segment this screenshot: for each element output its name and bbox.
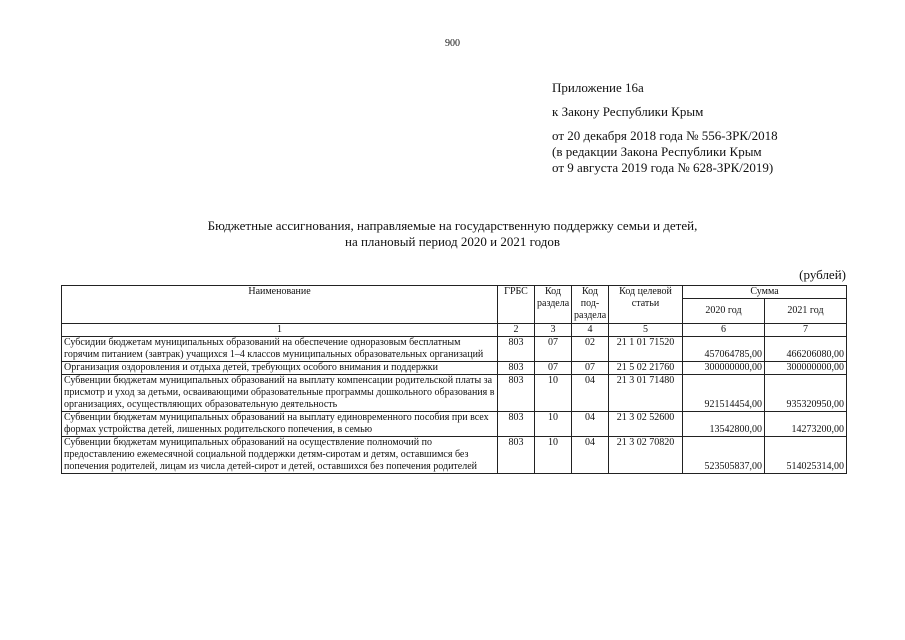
row-sum-2021: 514025314,00 <box>765 437 847 474</box>
row-sum-2021: 935320950,00 <box>765 375 847 412</box>
column-numbers-row <box>62 324 847 337</box>
row-name: Субвенции бюджетам муниципальных образований на выплату компенсации родительской платы за присмотр и уход за детьми, осваивающими образовательные программы дошкольного образования в организациях, осуществляющих образовательную деятельность <box>62 375 498 412</box>
row-target: 21 3 01 71480 <box>609 375 683 412</box>
row-subsection: 04 <box>572 412 609 437</box>
col-number: 5 <box>609 324 683 337</box>
header-subsection: Код под-раздела <box>572 286 609 324</box>
row-subsection: 02 <box>572 337 609 362</box>
row-grbs: 803 <box>498 362 535 375</box>
row-target: 21 3 02 70820 <box>609 437 683 474</box>
appendix-edition-1: (в редакции Закона Республики Крым <box>552 144 762 159</box>
table-row <box>62 337 847 362</box>
table-row <box>62 412 847 437</box>
row-grbs: 803 <box>498 412 535 437</box>
row-name: Организация оздоровления и отдыха детей, требующих особого внимания и поддержки <box>62 362 498 375</box>
table-row <box>62 362 847 375</box>
row-section: 10 <box>535 375 572 412</box>
row-grbs: 803 <box>498 437 535 474</box>
row-name: Субвенции бюджетам муниципальных образований на выплату единовременного пособия при всех формах устройства детей, лишенных родительского попечения, в семью <box>62 412 498 437</box>
row-section: 10 <box>535 437 572 474</box>
col-number: 1 <box>62 324 498 337</box>
appendix-edition-2: от 9 августа 2019 года № 628-ЗРК/2019) <box>552 160 774 175</box>
col-number: 3 <box>535 324 572 337</box>
row-grbs: 803 <box>498 337 535 362</box>
header-2020: 2020 год <box>683 299 765 324</box>
header-2021: 2021 год <box>765 299 847 324</box>
row-sum-2021: 14273200,00 <box>765 412 847 437</box>
appendix-law: к Закону Республики Крым <box>552 104 704 119</box>
row-subsection: 07 <box>572 362 609 375</box>
table-row <box>62 375 847 412</box>
document-title-line-1: Бюджетные ассигнования, направляемые на государственную поддержку семьи и детей, <box>207 218 698 233</box>
row-section: 07 <box>535 337 572 362</box>
header-target: Код целевой статьи <box>609 286 683 324</box>
document-title <box>0 218 905 250</box>
units-label: (рублей) <box>799 267 846 282</box>
header-name: Наименование <box>62 286 498 324</box>
col-number: 6 <box>683 324 765 337</box>
row-sum-2020: 300000000,00 <box>683 362 765 375</box>
appendix-date: от 20 декабря 2018 года № 556-ЗРК/2018 <box>552 128 778 143</box>
page-number: 900 <box>445 38 460 49</box>
col-number: 7 <box>765 324 847 337</box>
row-sum-2021: 466206080,00 <box>765 337 847 362</box>
appendix-title: Приложение 16а <box>552 80 644 95</box>
row-target: 21 3 02 52600 <box>609 412 683 437</box>
row-sum-2021: 300000000,00 <box>765 362 847 375</box>
row-subsection: 04 <box>572 375 609 412</box>
budget-table <box>61 285 847 474</box>
appendix-header <box>552 80 778 176</box>
col-number: 2 <box>498 324 535 337</box>
row-sum-2020: 13542800,00 <box>683 412 765 437</box>
row-name: Субвенции бюджетам муниципальных образований на осуществление полномочий по предоставлению ежемесячной социальной поддержки детям-сиротам и детям, оставшимся без попечения родителей, лицам из числа детей-сирот и детей, оставшихся без попечения родителей <box>62 437 498 474</box>
col-number: 4 <box>572 324 609 337</box>
row-subsection: 04 <box>572 437 609 474</box>
row-sum-2020: 921514454,00 <box>683 375 765 412</box>
table-row <box>62 437 847 474</box>
row-target: 21 1 01 71520 <box>609 337 683 362</box>
row-section: 10 <box>535 412 572 437</box>
row-name: Субсидии бюджетам муниципальных образований на обеспечение одноразовым бесплатным горячим питанием (завтрак) учащихся 1–4 классов муниципальных образовательных организаций <box>62 337 498 362</box>
header-grbs: ГРБС <box>498 286 535 324</box>
row-grbs: 803 <box>498 375 535 412</box>
row-target: 21 5 02 21760 <box>609 362 683 375</box>
row-section: 07 <box>535 362 572 375</box>
document-title-line-2: на плановый период 2020 и 2021 годов <box>345 234 560 249</box>
header-sum: Сумма <box>683 286 847 299</box>
header-section: Код раздела <box>535 286 572 324</box>
row-sum-2020: 523505837,00 <box>683 437 765 474</box>
row-sum-2020: 457064785,00 <box>683 337 765 362</box>
